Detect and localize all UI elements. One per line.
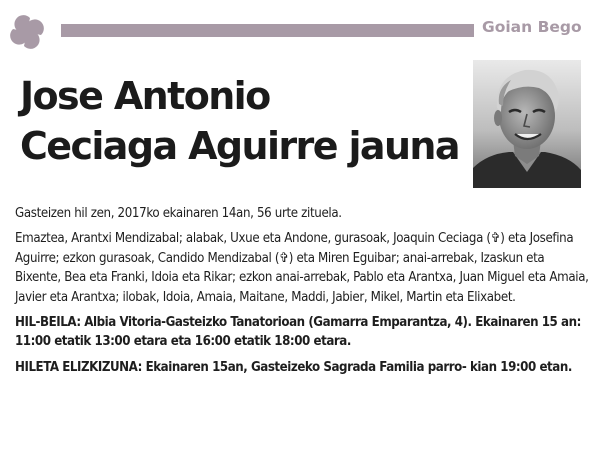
death-announcement: Gasteizen hil zen, 2017ko ekainaren 14an, 56 urte zituela. <box>15 206 342 221</box>
funeral-details: HILETA ELIZKIZUNA: Ekainaren 15an, Gasteizeko Sagrada Familia parro- kian 19:00 etan. <box>15 359 572 375</box>
wake-details: HIL-BEILA: Albia Vitoria-Gasteizko Tanatorioan (Gamarra Emparantza, 4). Ekainaren 15 an: 11:00 etatik 13:00 etara eta 16:00 etatik 18:00 etara. <box>15 315 581 350</box>
name-line-2: Ceciaga Aguirre jauna <box>20 124 459 168</box>
family-list: Emaztea, Arantxi Mendizabal; alabak, Uxue eta Andone, gurasoak, Joaquin Ceciaga (✞) eta Josefina Aguirre; ezkon gurasoak, Candido Mendizabal (✞) eta Miren Eguibar; anai-arrebak, Izaskun eta Bixente, Bea eta Franki, Idoia eta Rikar; ezkon anai-arrebak, Pablo eta Arantxa, Juan Miguel eta Amaia, Javier eta Arantxa; ilobak, Idoia, Amaia, Maitane, Maddi, Jabier, Mikel, Martin eta Elixabet. <box>15 231 589 305</box>
header <box>0 0 600 56</box>
deceased-name <box>20 71 470 171</box>
portrait-photo <box>473 60 581 188</box>
lauburu-icon <box>3 8 51 56</box>
portrait-image <box>473 60 581 188</box>
header-tag-label: Goian Bego <box>482 18 582 36</box>
notice-body <box>15 204 590 383</box>
name-line-1: Jose Antonio <box>20 74 270 118</box>
header-divider-bar <box>61 24 474 37</box>
